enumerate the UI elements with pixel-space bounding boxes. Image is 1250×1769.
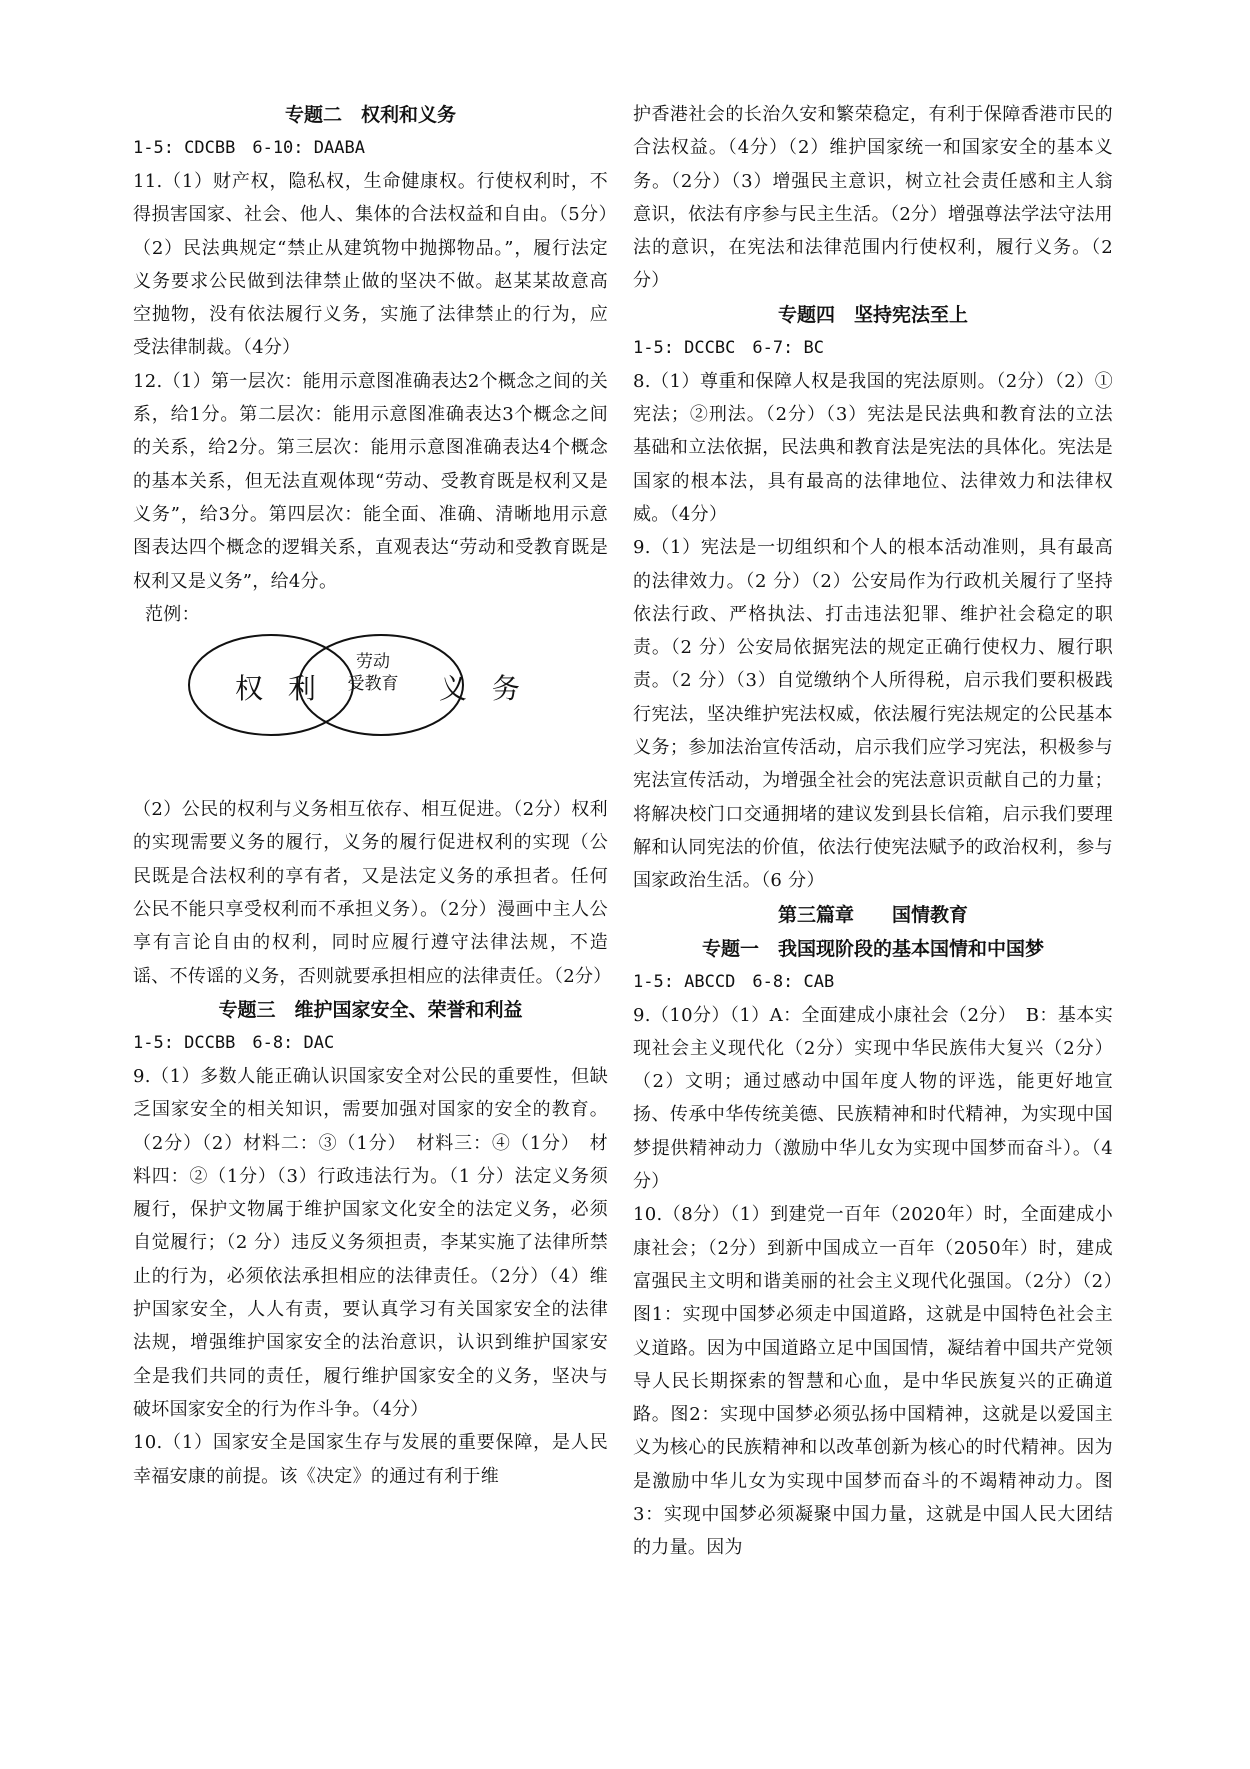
left-column: [133, 98, 612, 1493]
topic4-q8: 8.（1）尊重和保障人权是我国的宪法原则。（2分）（2）①宪法；②刑法。（2分）（3）宪法是民法典和教育法的立法基础和立法依据，民法典和教育法是宪法的具体化。宪法是国家的根本法，具有最高的法律地位、法律效力和法律权威。（4分）: [633, 370, 1113, 525]
part3-heading: 第三篇章 国情教育: [777, 903, 968, 926]
topic2-mc-answers: 1-5: CDCBB 6-10: DAABA: [133, 138, 365, 158]
topic2-q12-part2: （2）公民的权利与义务相互依存、相互促进。（2分）权利的实现需要义务的履行，义务的履行促进权利的实现（公民既是合法权利的享有者，又是法定义务的承担者。任何公民不能只享受权利而不承担义务）。（2分）漫画中主人公享有言论自由的权利，同时应履行遵守法律法规，不造谣、不传谣的义务，否则就要承担相应的法律责任。（2分）: [133, 799, 612, 987]
example-label: 范例：: [145, 603, 200, 625]
venn-duties-label: 义 务: [439, 672, 528, 706]
topic3-q10: 10.（1）国家安全是国家生存与发展的重要保障，是人民幸福安康的前提。该《决定》的通过有利于维: [133, 1432, 608, 1487]
topic3-mc-answers: 1-5: DCCBB 6-8: DAC: [133, 1032, 335, 1053]
topic3-q10-continued: 护香港社会的长治久安和繁荣稳定，有利于保障香港市民的合法权益。（4分）（2）维护国家统一和国家安全的基本义务。（2分）（3）增强民主意识，树立社会责任感和主人翁意识，依法有序参与民主生活。（2分）增强尊法学法守法用法的意识，在宪法和法律范围内行使权利，履行义务。（2分）: [633, 104, 1113, 292]
part3-q9: 9.（10分）（1）A：全面建成小康社会（2分） B：基本实现社会主义现代化（2分）实现中华民族伟大复兴（2分）（2）文明；通过感动中国年度人物的评选，能更好地宣扬、传承中华传统美德、民族精神和时代精神，为实现中国梦提供精神动力（激励中华儿女为实现中国梦而奋斗）。（4分）: [633, 1004, 1113, 1193]
topic4-q9: 9.（1）宪法是一切组织和个人的根本活动准则，具有最高的法律效力。（2 分）（2）公安局作为行政机关履行了坚持依法行政、严格执法、打击违法犯罪、维护社会稳定的职责。（2 分）公安局依据宪法的规定正确行使权力、履行职责。（2 分）（3）自觉缴纳个人所得税，启示我们要积极践行宪法，坚决维护宪法权威，依法履行宪法规定的公民基本义务；参加法治宣传活动，启示我们应学习宪法，积极参与宪法宣传活动，为增强全社会的宪法意识贡献自己的力量；将解决校门口交通拥堵的建议发到县长信箱，启示我们要理解和认同宪法的价值，依法行使宪法赋予的政治权利，参与国家政治生活。（6 分）: [633, 537, 1113, 892]
venn-overlap-label: [333, 651, 413, 695]
venn-labor: 劳动: [356, 652, 390, 673]
venn-diagram: [133, 633, 608, 741]
topic2-heading: 专题二 权利和义务: [284, 104, 456, 126]
topic4-mc-answers: 1-5: DCCBC 6-7: BC: [633, 337, 824, 358]
topic3-q9: 9.（1）多数人能正确认识国家安全对公民的重要性，但缺乏国家安全的相关知识，需要加强对国家的安全的教育。（2分）（2）材料二：③（1分） 材料三：④（1分） 材料四：②（1分）（3）行政违法行为。（1 分）法定义务须履行，保护文物属于维护国家文化安全的法定义务，必须自觉履行；（2 分）违反义务须担责，李某实施了法律所禁止的行为，必须依法承担相应的法律责任。（2分）（4）维护国家安全，人人有责，要认真学习有关国家安全的法律法规，增强维护国家安全的法治意识，认识到维护国家安全是我们共同的责任，履行维护国家安全的义务，坚决与破坏国家安全的行为作斗争。（4分）: [133, 1065, 608, 1420]
venn-rights-label: 权 利: [235, 672, 324, 706]
part3-topic1-mc-answers: 1-5: ABCCD 6-8: CAB: [633, 971, 835, 992]
topic2-q12: 12.（1）第一层次：能用示意图准确表达2个概念之间的关系，给1分。第二层次：能用示意图准确表达3个概念之间的关系，给2分。第三层次：能用示意图准确表达4个概念的基本关系，但无法直观体现“劳动、受教育既是权利又是义务”，给3分。第四层次：能全面、准确、清晰地用示意图表达四个概念的逻辑关系，直观表达“劳动和受教育既是权利又是义务”，给4分。: [133, 370, 608, 592]
right-column: [633, 98, 1113, 1565]
venn-education: 受教育: [347, 674, 399, 695]
topic2-q11: 11.（1）财产权，隐私权，生命健康权。行使权利时，不得损害国家、社会、他人、集体的合法权益和自由。（5分）（2）民法典规定“禁止从建筑物中抛掷物品。”，履行法定义务要求公民做到法律禁止做的坚决不做。赵某某故意高空抛物，没有依法履行义务，实施了法律禁止的行为，应受法律制裁。（4分）: [133, 171, 608, 359]
topic4-heading: 专题四 坚持宪法至上: [777, 303, 968, 326]
part3-q10: 10.（8分）（1）到建党一百年（2020年）时，全面建成小康社会；（2分）到新中国成立一百年（2050年）时，建成富强民主文明和谐美丽的社会主义现代化强国。（2分）（2）图1：实现中国梦必须走中国道路，这就是中国特色社会主义道路。因为中国道路立足中国国情，凝结着中国共产党领导人民长期探索的智慧和心血，是中华民族复兴的正确道路。图2：实现中国梦必须弘扬中国精神，这就是以爱国主义为核心的民族精神和以改革创新为核心的时代精神。因为是激励中华儿女为实现中国梦而奋斗的不竭精神动力。图3：实现中国梦必须凝聚中国力量，这就是中国人民大团结的力量。因为: [633, 1204, 1113, 1559]
part3-topic1-heading: 专题一 我国现阶段的基本国情和中国梦: [701, 937, 1044, 960]
topic3-heading: 专题三 维护国家安全、荣誉和利益: [218, 998, 523, 1021]
